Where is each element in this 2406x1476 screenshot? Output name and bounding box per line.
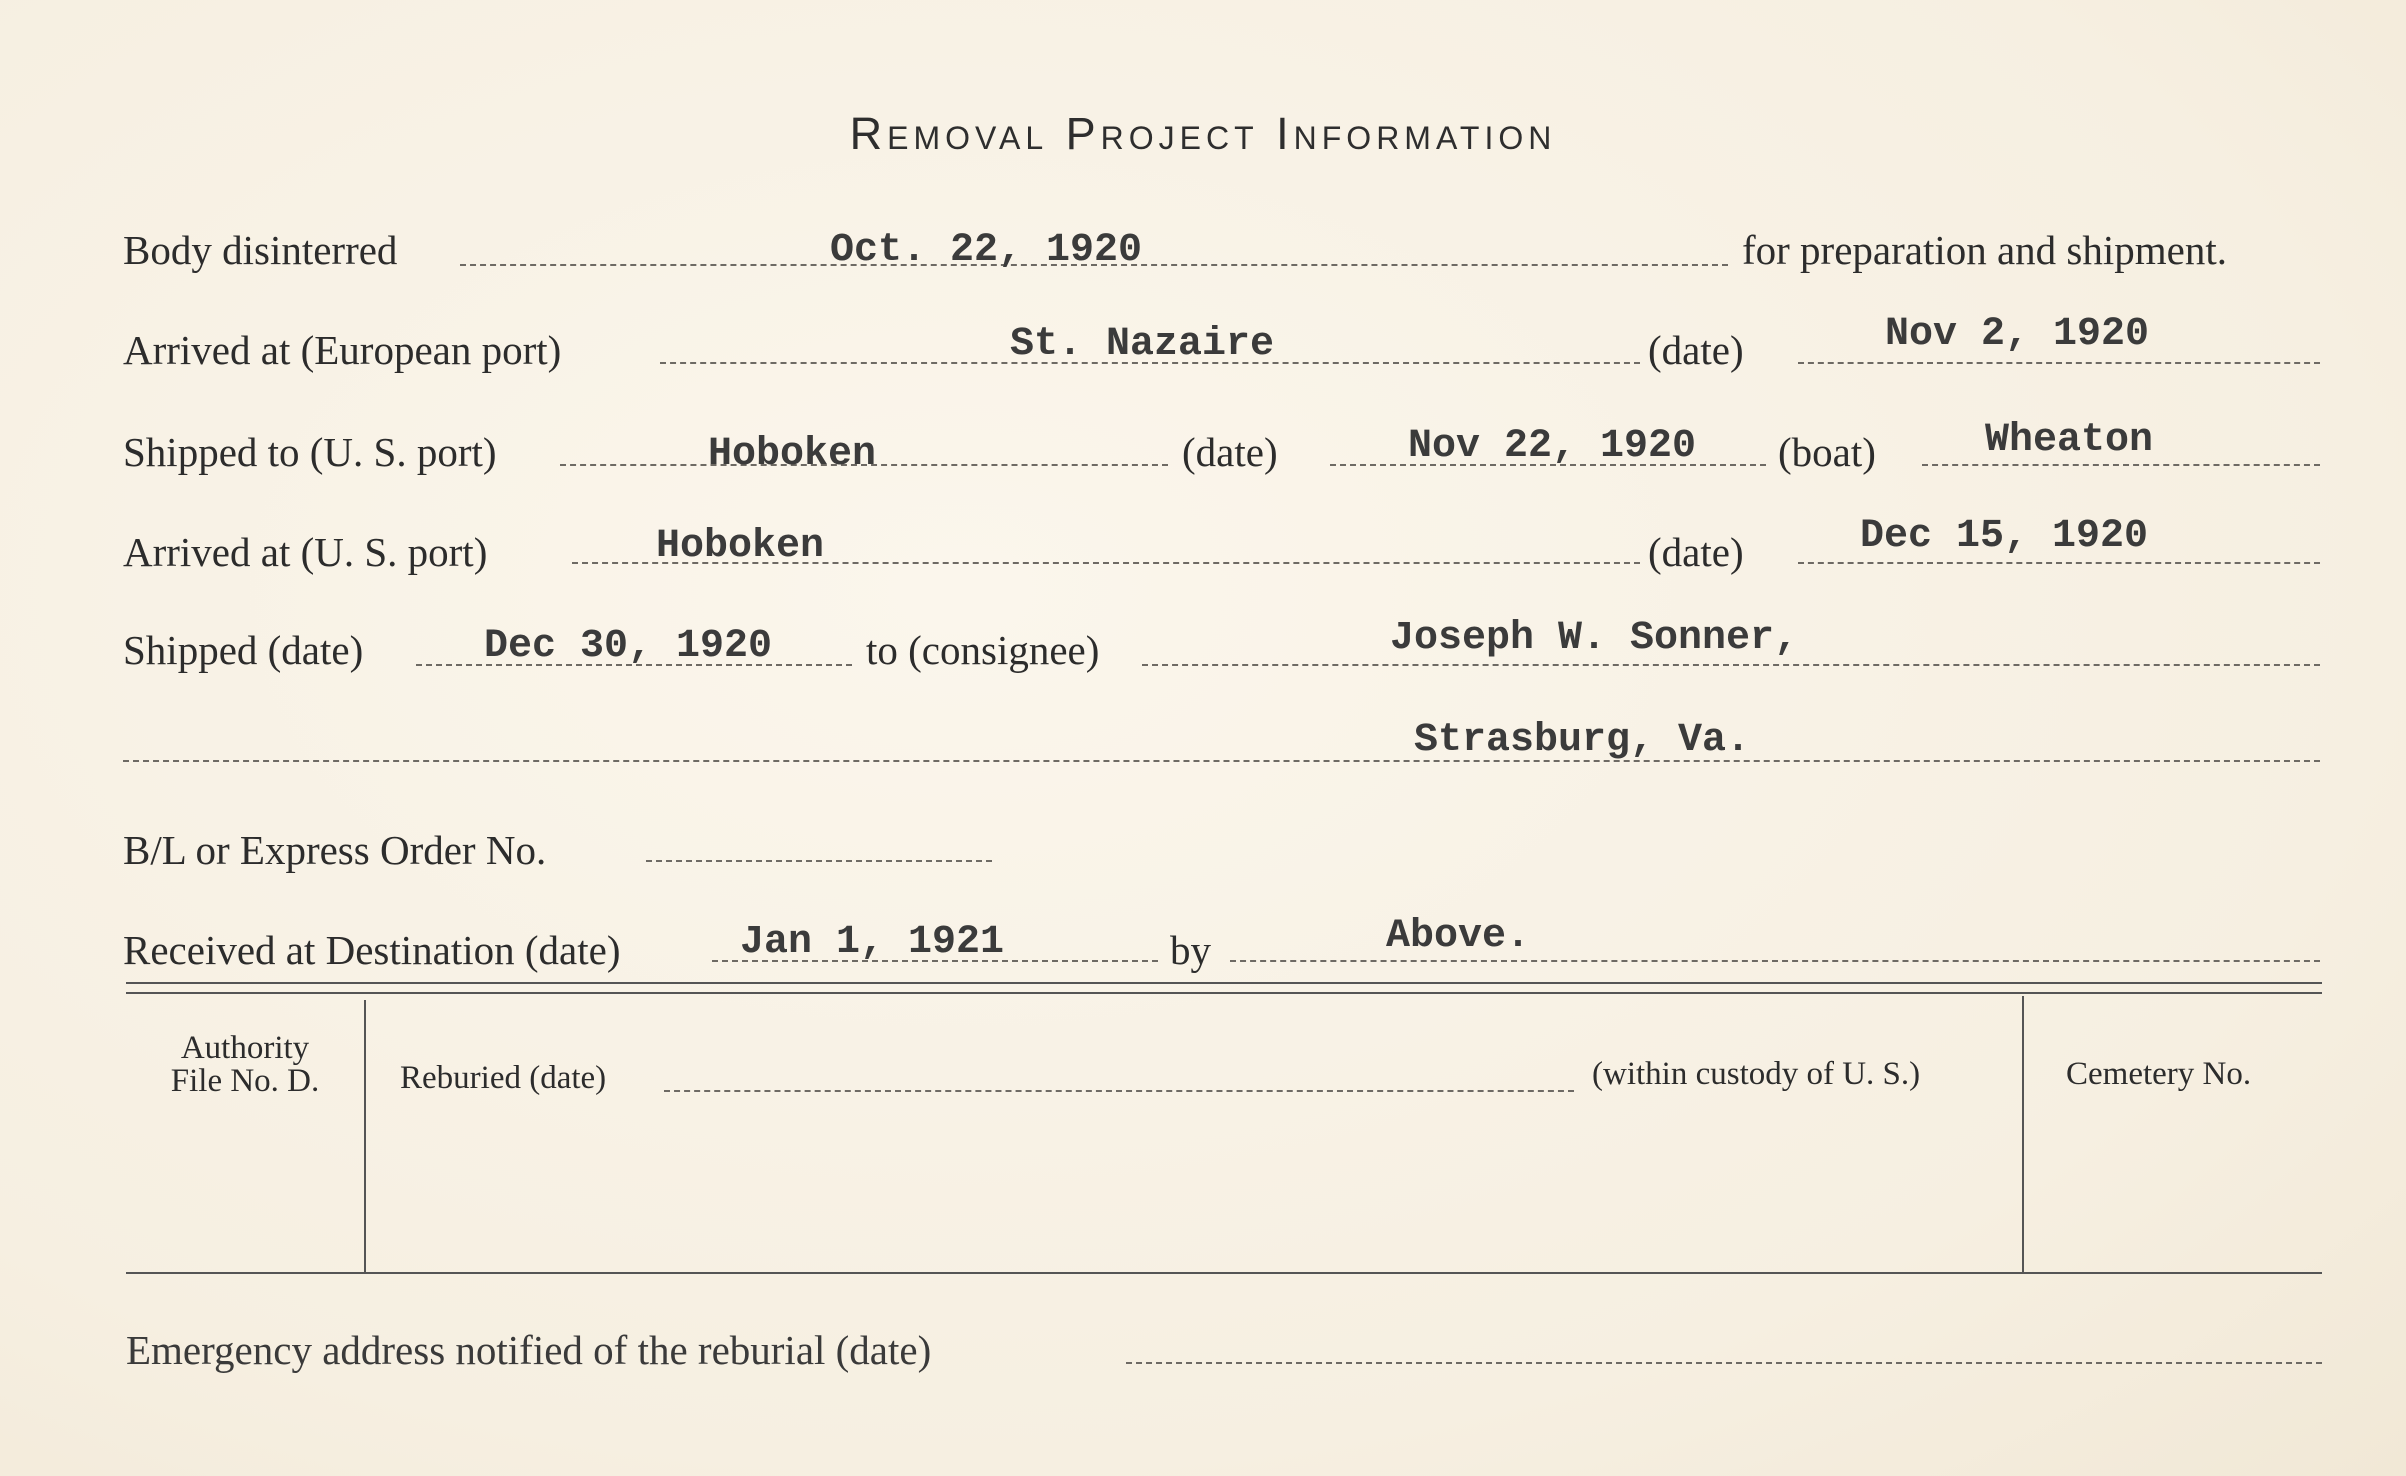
boat-value: Wheaton: [1985, 418, 2154, 463]
cemetery-no-label: Cemetery No.: [2066, 1056, 2252, 1092]
us-shipped-date-value: Nov 22, 1920: [1408, 424, 1697, 469]
body-disinterred-label: Body disinterred: [123, 227, 398, 273]
received-by-label: by: [1170, 927, 1211, 973]
us-arrival-date-label: (date): [1648, 529, 1744, 575]
for-preparation-label: for preparation and shipment.: [1742, 227, 2228, 273]
us-arrival-date-value: Dec 15, 1920: [1860, 514, 2149, 559]
cemetery-divider: [2022, 996, 2024, 1272]
within-custody-label: (within custody of U. S.): [1592, 1056, 1921, 1092]
top-rule-1: [126, 982, 2322, 984]
shipped-date-label: Shipped (date): [123, 627, 364, 673]
us-shipped-date-label: (date): [1182, 429, 1278, 475]
emergency-line: [1126, 1362, 2322, 1364]
received-date-value: Jan 1, 1921: [740, 920, 1005, 965]
authority-file-label: [140, 1032, 350, 1098]
arrived-european-label: Arrived at (European port): [123, 327, 562, 373]
authority-label-line2: File No. D.: [170, 1063, 320, 1099]
disinterred-date-value: Oct. 22, 1920: [830, 228, 1143, 273]
received-by-line: [1230, 960, 2320, 962]
consignee-name-value: Joseph W. Sonner,: [1390, 616, 1799, 661]
authority-divider: [364, 1000, 366, 1272]
boat-label: (boat): [1778, 429, 1876, 475]
to-consignee-label: to (consignee): [866, 627, 1100, 673]
top-rule-2: [126, 992, 2322, 994]
bottom-rule: [126, 1272, 2322, 1274]
shipped-date-value: Dec 30, 1920: [484, 624, 773, 669]
european-date-label: (date): [1648, 327, 1744, 373]
boat-line: [1922, 464, 2320, 466]
european-port-value: St. Nazaire: [1010, 322, 1275, 367]
consignee-address-line: [123, 760, 2320, 762]
us-arrival-date-line: [1798, 562, 2320, 564]
received-dest-label: Received at Destination (date): [123, 927, 621, 973]
card-title: Removal Project Information: [849, 108, 1557, 159]
received-by-value: Above.: [1386, 914, 1531, 959]
us-port-shipped-value: Hoboken: [708, 432, 877, 477]
reburied-label: Reburied (date): [400, 1060, 607, 1096]
reburied-line: [664, 1090, 1574, 1092]
european-arrival-date-value: Nov 2, 1920: [1885, 312, 2150, 357]
consignee-line: [1142, 664, 2320, 666]
emergency-label: Emergency address notified of the reburial (date): [126, 1327, 932, 1373]
bl-order-line: [646, 860, 992, 862]
bl-order-label: B/L or Express Order No.: [123, 827, 547, 873]
us-port-arrived-value: Hoboken: [656, 524, 825, 569]
arrived-us-label: Arrived at (U. S. port): [123, 529, 488, 575]
shipped-to-us-label: Shipped to (U. S. port): [123, 429, 497, 475]
consignee-address-value: Strasburg, Va.: [1414, 718, 1751, 763]
european-date-line: [1798, 362, 2320, 364]
authority-label-line1: Authority: [180, 1030, 310, 1066]
